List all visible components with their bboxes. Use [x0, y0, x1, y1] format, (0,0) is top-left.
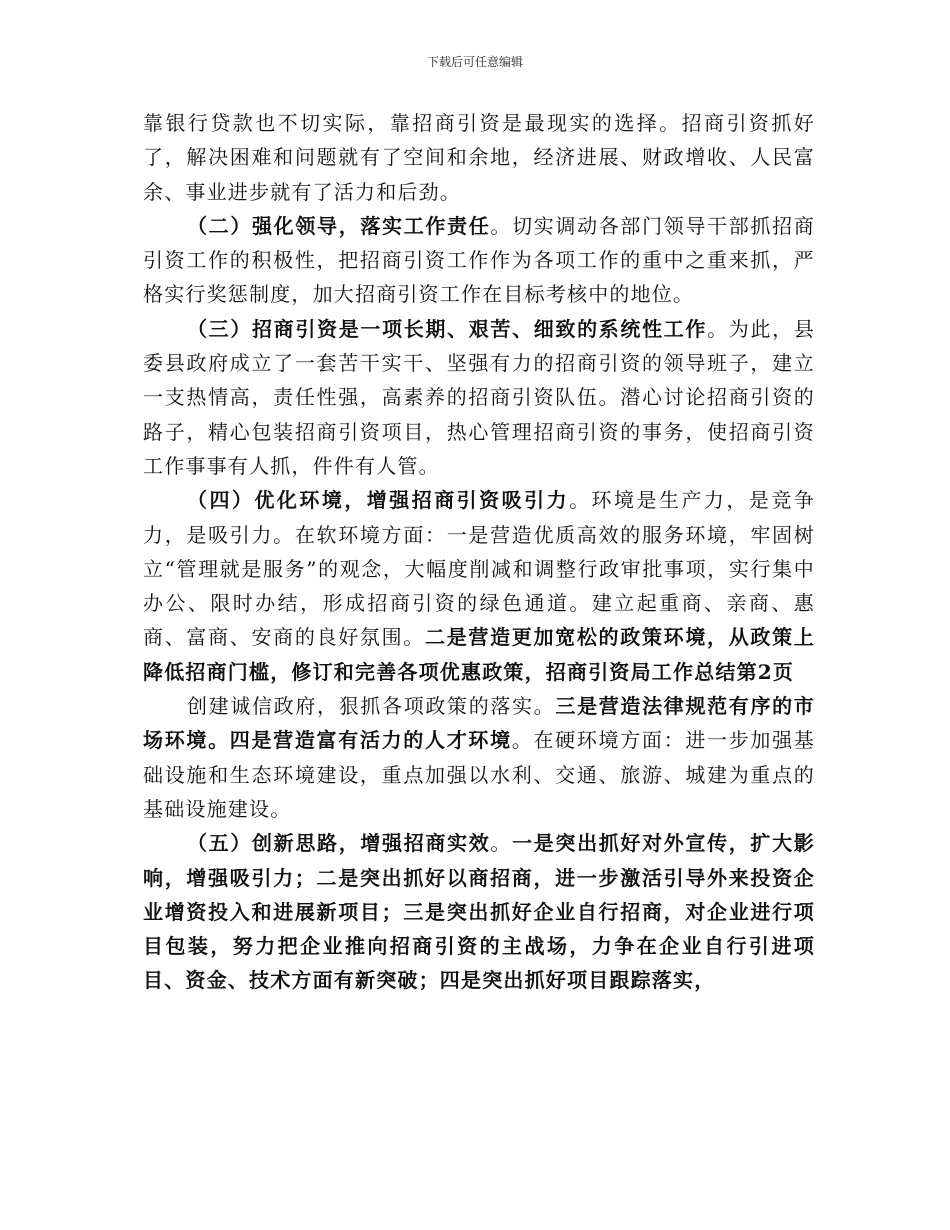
paragraph-2: [143, 209, 815, 312]
bold-run: 二是营造更加宽松的政策环境，从政策上降低招商门槛，修订和完善各项优惠政策，招商引资局工作总结第2页: [143, 625, 815, 684]
text-run: 。切实调动各部门领导干部抓招商引资工作的积极性，把招商引资工作作为各项工作的重中之重来抓，严格实行奖惩制度，加大招商引资工作在目标考核中的地位。: [143, 213, 815, 307]
paragraph-1: [143, 106, 815, 209]
paragraph-3: [143, 312, 815, 483]
paragraph-5: [143, 689, 815, 826]
page-header: 下载后可任意编辑: [426, 55, 523, 69]
text-run: 。为此，县委县政府成立了一套苦干实干、坚强有力的招商引资的领导班子，建立一支热情高，责任性强，高素养的招商引资队伍。潜心讨论招商引资的路子，精心包装招商引资项目，热心管理招商引资的事务，使招商引资工作事事有人抓，件件有人管。: [143, 316, 815, 478]
paragraph-4: [143, 483, 815, 689]
heading-run: （三）招商引资是一项长期、艰苦、细致的系统性工作: [187, 316, 708, 341]
text-run: 。环境是生产力，是竞争力，是吸引力。在软环境方面：一是营造优质高效的服务环境，牢固树立“管理就是服务”的观念，大幅度削减和调整行政审批事项，实行集中办公、限时办结，形成招商引资的绿色通道。建立起重商、亲商、惠商、富商、安商的良好氛围。: [143, 488, 815, 650]
heading-run: （四）优化环境，增强招商引资吸引力: [187, 488, 570, 513]
paragraph-6: [143, 826, 815, 997]
document-body: [143, 106, 815, 998]
bold-run: 三是营造法律规范有序的市场环境。四是营造富有活力的人才环境: [143, 694, 816, 753]
bold-run: 一是突出抓好对外宣传，扩大影响，增强吸引力；二是突出抓好以商招商，进一步激活引导外来投资企业增资投入和进展新项目；三是突出抓好企业自行招商，对企业进行项目包装，努力把企业推向招商引资的主战场，力争在企业自行引进项目、资金、技术方面有新突破；四是突出抓好项目跟踪落实，: [143, 831, 815, 993]
text-run: 创建诚信政府，狠抓各项政策的落实。: [187, 694, 556, 719]
text-run: 。: [490, 831, 513, 856]
text-run: 靠银行贷款也不切实际，靠招商引资是最现实的选择。招商引资抓好了，解决困难和问题就有了空间和余地，经济进展、财政增收、人民富余、事业进步就有了活力和后劲。: [143, 111, 815, 204]
text-run: 。在硬环境方面：进一步加强基础设施和生态环境建设，重点加强以水利、交通、旅游、城建为重点的基础设施建设。: [143, 728, 815, 821]
heading-run: （五）创新思路，增强招商实效: [187, 831, 491, 856]
heading-run: （二）强化领导，落实工作责任: [187, 213, 491, 238]
